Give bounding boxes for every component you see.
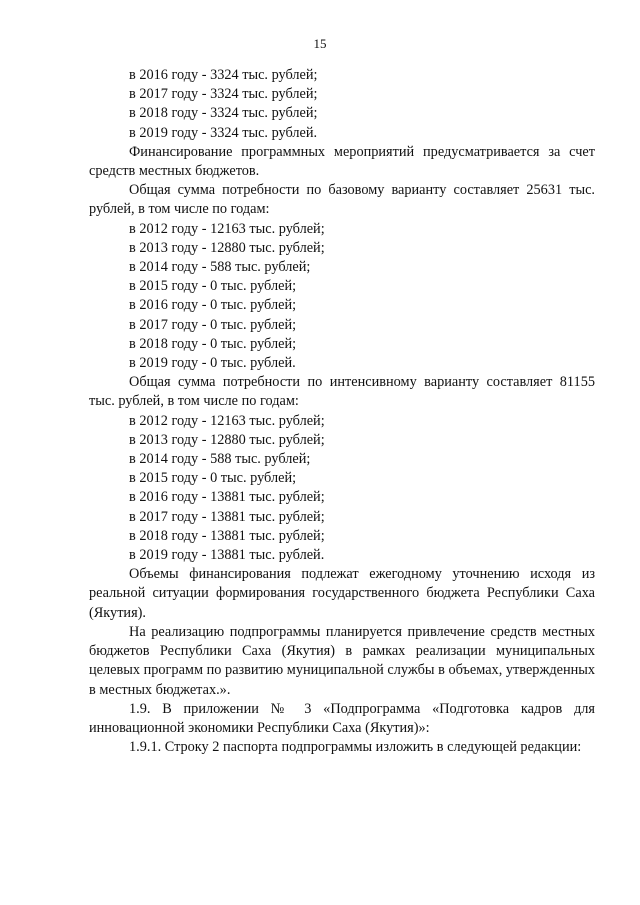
list-item: в 2012 году - 12163 тыс. рублей;	[129, 220, 325, 237]
list-item: в 2015 году - 0 тыс. рублей;	[129, 278, 297, 295]
list-item: в 2017 году - 13881 тыс. рублей;	[129, 508, 325, 525]
list-item: в 2016 году - 3324 тыс. рублей;	[129, 67, 318, 83]
list-item: в 2017 году - 0 тыс. рублей;	[129, 316, 297, 333]
list-item: в 2019 году - 0 тыс. рублей.	[129, 355, 296, 372]
paragraph-intensive-total: Общая сумма потребности по интенсивному варианту составляет 81155 тыс. рублей, в том числе по годам:	[89, 374, 595, 410]
paragraph-financing: Финансирование программных мероприятий предусматривается за счет средств местных бюджетов.	[89, 143, 595, 180]
list-item: в 2018 году - 3324 тыс. рублей;	[129, 105, 318, 122]
list-item: в 2019 году - 13881 тыс. рублей.	[129, 547, 325, 564]
paragraph-1-9-1: 1.9.1. Строку 2 паспорта подпрограммы изложить в следующей редакции:	[129, 739, 582, 756]
list-item: в 2012 году - 12163 тыс. рублей;	[129, 412, 325, 429]
list-item: в 2018 году - 0 тыс. рублей;	[129, 335, 297, 352]
list-item: в 2014 году - 588 тыс. рублей;	[129, 259, 311, 276]
list-item: в 2016 году - 13881 тыс. рублей;	[129, 489, 325, 506]
list-item: в 2014 году - 588 тыс. рублей;	[129, 451, 311, 468]
list-item: в 2017 году - 3324 тыс. рублей;	[129, 86, 318, 103]
document-body	[89, 66, 595, 757]
list-item: в 2019 году - 3324 тыс. рублей.	[129, 124, 318, 141]
list-item: в 2018 году - 13881 тыс. рублей;	[129, 527, 325, 544]
paragraph-volumes: Объемы финансирования подлежат ежегодному уточнению исходя из реальной ситуации формирования государственного бюджета Республики Саха (Якутия).	[89, 566, 595, 621]
list-item: в 2015 году - 0 тыс. рублей;	[129, 470, 297, 487]
page-number: 15	[313, 36, 327, 51]
paragraph-implementation: На реализацию подпрограммы планируется привлечение средств местных бюджетов Республики Саха (Якутия) в рамках реализации муниципальных целевых программ по развитию муниципальной службы в объемах, утвержденных в местных бюджетах.».	[89, 623, 595, 698]
paragraph-1-9: 1.9. В приложении № 3 «Подпрограмма «Подготовка кадров для инновационной экономики Республики Саха (Якутия)»:	[89, 700, 595, 736]
list-item: в 2013 году - 12880 тыс. рублей;	[129, 431, 325, 448]
list-item: в 2013 году - 12880 тыс. рублей;	[129, 239, 325, 256]
list-item: в 2016 году - 0 тыс. рублей;	[129, 297, 297, 314]
paragraph-base-total: Общая сумма потребности по базовому варианту составляет 25631 тыс. рублей, в том числе по годам:	[89, 182, 595, 218]
